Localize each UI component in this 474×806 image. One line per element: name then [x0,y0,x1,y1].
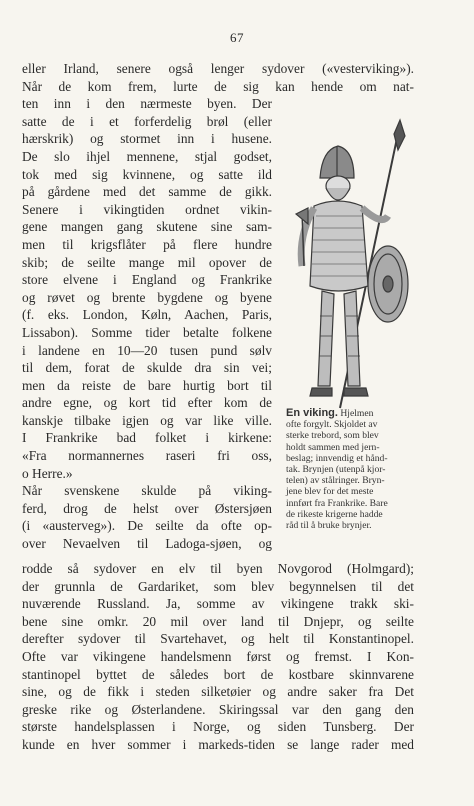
text-line: men da reiste de bare hurtig bort til [22,377,272,393]
text-line: ten inn i den nærmeste byen. Der [22,96,272,112]
text-line: over Nevaelven til Ladoga-sjøen, og [22,536,272,552]
text-line: nuværende Russland. Ja, somme av vikingene trakk ski- [22,596,414,612]
text-line: Senere i vikingtiden ordnet vikin- [22,201,272,217]
text-line: sine, og de fikk i steden silketøier og andre saker fra Det [22,684,414,700]
text-line: ferd, drog de helst over Østersjøen [22,500,272,516]
text-line: (i «austerveg»). De seilte da ofte op- [22,518,272,534]
text-line: bene sine omkr. 20 mil over land til Dnjepr, og seilte [22,613,414,629]
text-line: derefter sydover til Svartehavet, og helt til Konstantinopel. [22,631,414,647]
text-line: der grunnla de Gardariket, som blev begynnelsen til det [22,578,414,594]
text-line: (f. eks. London, Køln, Aachen, Paris, [22,307,272,323]
text-line: I Frankrike bad folket i kirkene: [22,430,272,446]
text-line: «Fra normannernes raseri fri oss, [22,448,272,464]
text-line: Ofte var vikingene handelsmenn først og fremst. I Kon- [22,648,414,664]
caption-line: tak. Brynjen (utenpå kjor- [286,464,386,476]
full-width-text [22,560,414,754]
text-line: og røvet og brente bygdene og byene [22,289,272,305]
illustration-caption [286,408,418,531]
text-line: gene mangen gang skutene sine sam- [22,219,272,235]
text-line: greske rike og Østerlandene. Skiringssal var den gang den [22,701,414,717]
text-line: på gårdene med det samme de gikk. [22,184,272,200]
text-line: til dem, forat de skulde dra sin vei; [22,360,272,376]
text-line: eller Irland, senere også lenger sydover («vesterviking»). [22,61,414,76]
text-line: Når de kom frem, lurte de sig kan hende om nat- [22,78,414,94]
text-line: skib; de seilte mange mil opover de [22,254,272,270]
caption-line: telen) av stålringer. Bryn- [286,475,385,487]
text-line: kanskje tilbake igjen og var like ville. [22,412,272,428]
caption-line: innført fra Frankrike. Bare [286,497,388,509]
text-line: men til krigsflåter på flere hundre [22,236,272,252]
text-line: De slo ihjel mennene, stjal godset, [22,148,272,164]
text-line: største handelsplassen i Norge, og siden Tunsberg. Der [22,719,414,735]
text-line: Når svenskene skulde på viking- [22,483,272,499]
text-line: store elvene i England og Frankrike [22,272,272,288]
caption-line: råd til å bruke brynjer. [286,520,372,532]
caption-line: sterke trebord, som blev [286,430,379,442]
text-line: rodde så sydover en elv til byen Novgorod (Holmgard); [22,561,414,576]
text-line: satte de i et forferdelig brøl (eller [22,113,272,129]
caption-line: de rikeste krigerne hadde [286,508,383,520]
caption-line: ofte forgylt. Skjoldet av [286,419,378,431]
caption-title: En viking. [286,407,338,419]
caption-line: beslag; innvendig et hånd- [286,452,388,464]
viking-warrior-illustration [282,116,418,416]
page-number: 67 [230,30,244,45]
caption-line: jene blev for det meste [286,486,374,498]
text-line: stantinopel byttet de således bort de kostbare skinnvarene [22,666,414,682]
caption-line: holdt sammen med jern- [286,441,380,453]
text-line: tok med sig kvinnene, og satte ild [22,166,272,182]
text-line: o Herre.» [22,465,73,481]
caption-line: Hjelmen [340,408,374,419]
text-line: andre egne, og kort tid efter kom de [22,395,272,411]
text-line: Lissabon). Somme tider betalte folkene [22,324,272,340]
text-line: hærskrik) og stormet inn i husene. [22,131,272,147]
text-line: i landene en 10—20 tusen pund sølv [22,342,272,358]
text-line: kunde en hver sommer i markeds-tiden se lange rader med [22,736,414,752]
